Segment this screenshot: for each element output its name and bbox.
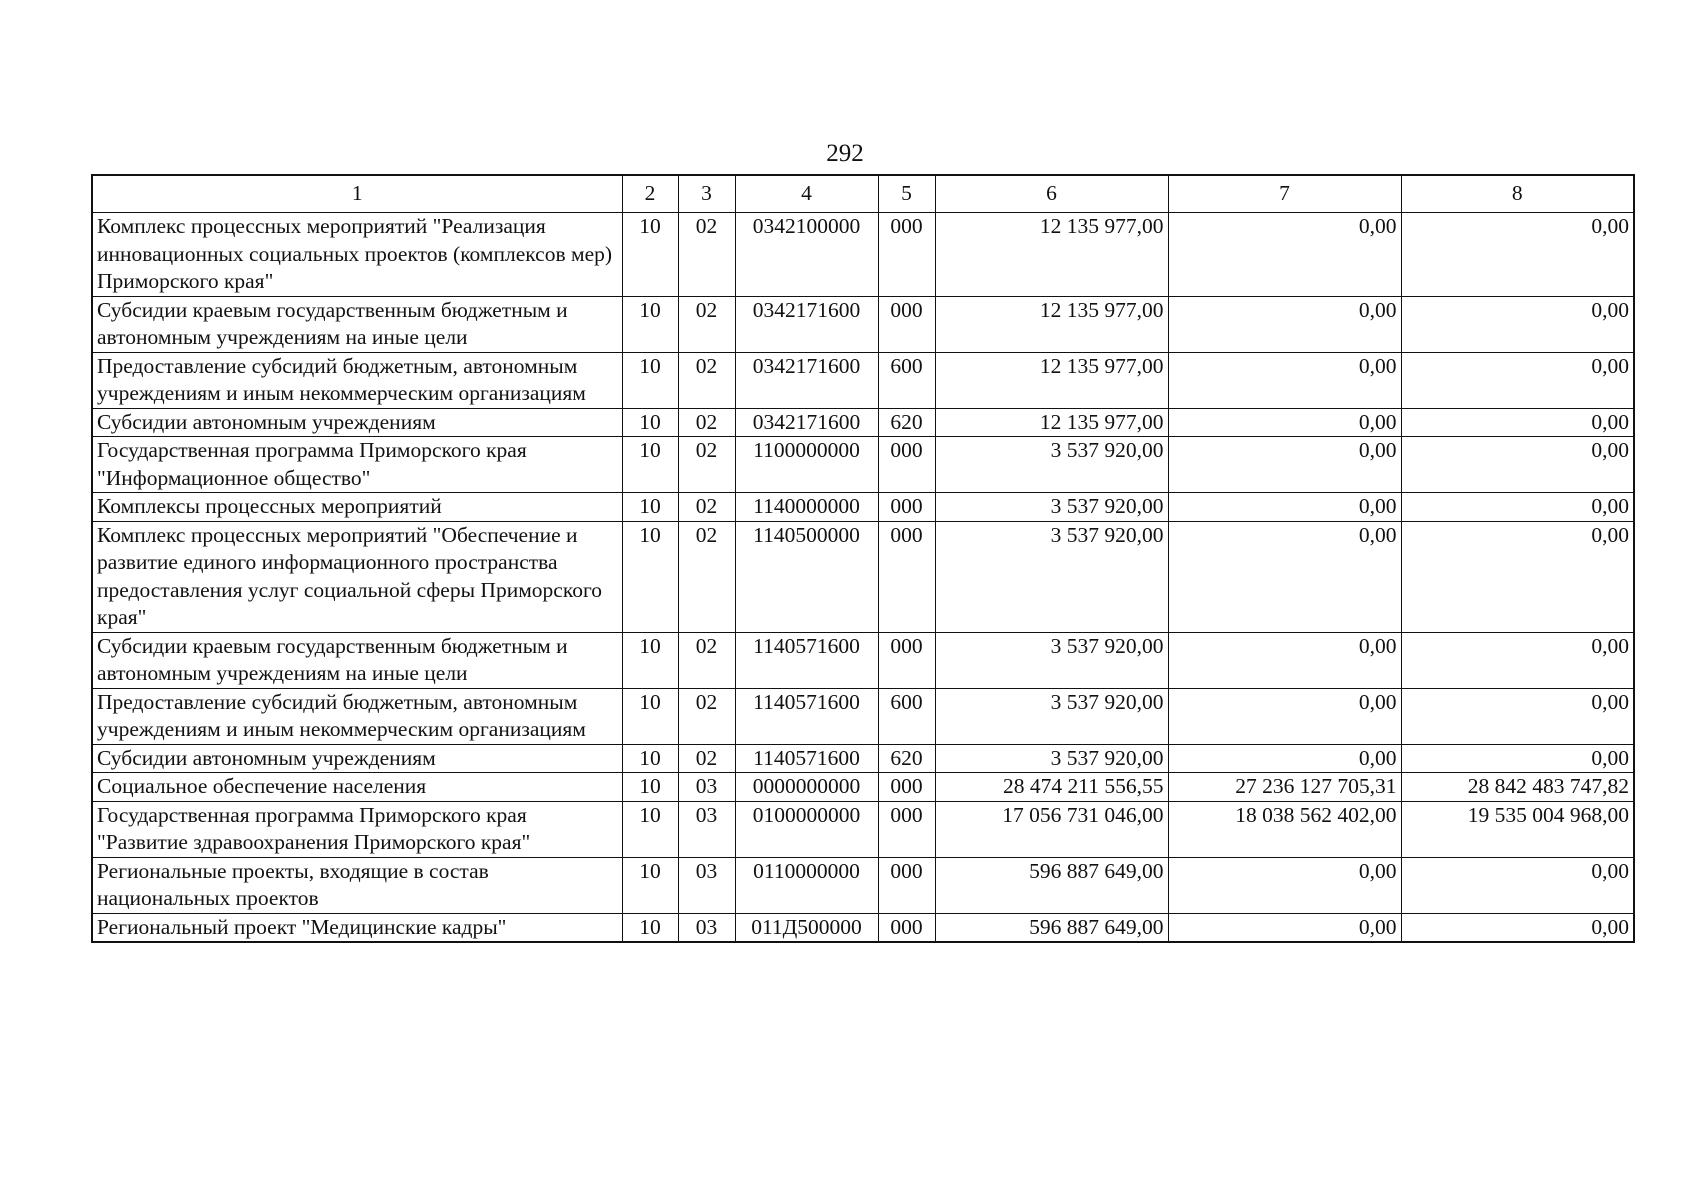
amount-col7-cell: 0,00 xyxy=(1168,688,1401,744)
table-row xyxy=(92,521,1634,632)
amount-col6-cell: 12 135 977,00 xyxy=(935,296,1168,352)
expense-type-cell: 000 xyxy=(878,296,935,352)
target-article-cell: 1140571600 xyxy=(735,744,878,773)
column-header: 1 xyxy=(92,175,622,213)
subsection-code-cell: 02 xyxy=(678,688,735,744)
column-header: 2 xyxy=(622,175,678,213)
column-header: 4 xyxy=(735,175,878,213)
amount-col7-cell: 18 038 562 402,00 xyxy=(1168,801,1401,857)
target-article-cell: 0342100000 xyxy=(735,213,878,297)
expense-type-cell: 000 xyxy=(878,913,935,942)
table-row xyxy=(92,352,1634,408)
subsection-code-cell: 03 xyxy=(678,801,735,857)
amount-col7-cell: 0,00 xyxy=(1168,352,1401,408)
section-code-cell: 10 xyxy=(622,857,678,913)
target-article-cell: 1140000000 xyxy=(735,493,878,522)
column-header: 3 xyxy=(678,175,735,213)
row-name-cell: Региональные проекты, входящие в состав национальных проектов xyxy=(92,857,622,913)
section-code-cell: 10 xyxy=(622,296,678,352)
amount-col7-cell: 0,00 xyxy=(1168,437,1401,493)
target-article-cell: 0342171600 xyxy=(735,352,878,408)
expense-type-cell: 000 xyxy=(878,857,935,913)
table-header-row xyxy=(92,175,1634,213)
table-row xyxy=(92,857,1634,913)
amount-col7-cell: 0,00 xyxy=(1168,493,1401,522)
expense-type-cell: 000 xyxy=(878,773,935,802)
amount-col8-cell: 0,00 xyxy=(1401,688,1634,744)
amount-col7-cell: 0,00 xyxy=(1168,744,1401,773)
amount-col6-cell: 12 135 977,00 xyxy=(935,213,1168,297)
section-code-cell: 10 xyxy=(622,352,678,408)
section-code-cell: 10 xyxy=(622,437,678,493)
table-row xyxy=(92,688,1634,744)
table-body xyxy=(92,213,1634,943)
target-article-cell: 1140571600 xyxy=(735,632,878,688)
column-header: 5 xyxy=(878,175,935,213)
row-name-cell: Комплекс процессных мероприятий "Обеспечение и развитие единого информационного пространства предоставления услуг социальной сферы Приморского края" xyxy=(92,521,622,632)
target-article-cell: 1140500000 xyxy=(735,521,878,632)
amount-col8-cell: 0,00 xyxy=(1401,521,1634,632)
subsection-code-cell: 02 xyxy=(678,408,735,437)
target-article-cell: 0110000000 xyxy=(735,857,878,913)
row-name-cell: Государственная программа Приморского края "Информационное общество" xyxy=(92,437,622,493)
target-article-cell: 0100000000 xyxy=(735,801,878,857)
expense-type-cell: 620 xyxy=(878,744,935,773)
target-article-cell: 0000000000 xyxy=(735,773,878,802)
amount-col8-cell: 0,00 xyxy=(1401,437,1634,493)
section-code-cell: 10 xyxy=(622,801,678,857)
table-row xyxy=(92,632,1634,688)
expense-type-cell: 000 xyxy=(878,801,935,857)
amount-col7-cell: 0,00 xyxy=(1168,521,1401,632)
table-row xyxy=(92,773,1634,802)
amount-col8-cell: 0,00 xyxy=(1401,632,1634,688)
table-row xyxy=(92,408,1634,437)
section-code-cell: 10 xyxy=(622,632,678,688)
table-row xyxy=(92,801,1634,857)
amount-col6-cell: 12 135 977,00 xyxy=(935,352,1168,408)
row-name-cell: Субсидии краевым государственным бюджетным и автономным учреждениям на иные цели xyxy=(92,632,622,688)
subsection-code-cell: 02 xyxy=(678,352,735,408)
amount-col7-cell: 0,00 xyxy=(1168,213,1401,297)
amount-col7-cell: 0,00 xyxy=(1168,857,1401,913)
amount-col8-cell: 28 842 483 747,82 xyxy=(1401,773,1634,802)
amount-col8-cell: 0,00 xyxy=(1401,913,1634,942)
amount-col7-cell: 0,00 xyxy=(1168,632,1401,688)
subsection-code-cell: 03 xyxy=(678,773,735,802)
amount-col6-cell: 3 537 920,00 xyxy=(935,744,1168,773)
subsection-code-cell: 02 xyxy=(678,296,735,352)
section-code-cell: 10 xyxy=(622,688,678,744)
table-row xyxy=(92,913,1634,942)
amount-col8-cell: 0,00 xyxy=(1401,213,1634,297)
section-code-cell: 10 xyxy=(622,408,678,437)
section-code-cell: 10 xyxy=(622,493,678,522)
expense-type-cell: 000 xyxy=(878,437,935,493)
amount-col6-cell: 3 537 920,00 xyxy=(935,688,1168,744)
expense-type-cell: 000 xyxy=(878,213,935,297)
amount-col6-cell: 12 135 977,00 xyxy=(935,408,1168,437)
amount-col7-cell: 0,00 xyxy=(1168,408,1401,437)
table-row xyxy=(92,296,1634,352)
amount-col6-cell: 3 537 920,00 xyxy=(935,632,1168,688)
amount-col6-cell: 3 537 920,00 xyxy=(935,493,1168,522)
subsection-code-cell: 03 xyxy=(678,913,735,942)
row-name-cell: Предоставление субсидий бюджетным, автономным учреждениям и иным некоммерческим организациям xyxy=(92,688,622,744)
section-code-cell: 10 xyxy=(622,213,678,297)
subsection-code-cell: 02 xyxy=(678,437,735,493)
row-name-cell: Государственная программа Приморского края "Развитие здравоохранения Приморского края" xyxy=(92,801,622,857)
section-code-cell: 10 xyxy=(622,773,678,802)
amount-col6-cell: 17 056 731 046,00 xyxy=(935,801,1168,857)
amount-col6-cell: 28 474 211 556,55 xyxy=(935,773,1168,802)
amount-col8-cell: 0,00 xyxy=(1401,408,1634,437)
column-header: 6 xyxy=(935,175,1168,213)
section-code-cell: 10 xyxy=(622,744,678,773)
amount-col8-cell: 0,00 xyxy=(1401,493,1634,522)
subsection-code-cell: 02 xyxy=(678,632,735,688)
expense-type-cell: 000 xyxy=(878,521,935,632)
amount-col8-cell: 0,00 xyxy=(1401,857,1634,913)
row-name-cell: Субсидии автономным учреждениям xyxy=(92,408,622,437)
amount-col8-cell: 0,00 xyxy=(1401,296,1634,352)
row-name-cell: Региональный проект "Медицинские кадры" xyxy=(92,913,622,942)
row-name-cell: Комплексы процессных мероприятий xyxy=(92,493,622,522)
subsection-code-cell: 02 xyxy=(678,493,735,522)
column-header: 8 xyxy=(1401,175,1634,213)
row-name-cell: Субсидии автономным учреждениям xyxy=(92,744,622,773)
budget-table xyxy=(91,174,1635,943)
table-row xyxy=(92,493,1634,522)
target-article-cell: 0342171600 xyxy=(735,408,878,437)
amount-col6-cell: 596 887 649,00 xyxy=(935,913,1168,942)
page-number: 292 xyxy=(826,140,864,167)
section-code-cell: 10 xyxy=(622,521,678,632)
target-article-cell: 1100000000 xyxy=(735,437,878,493)
column-header: 7 xyxy=(1168,175,1401,213)
amount-col7-cell: 27 236 127 705,31 xyxy=(1168,773,1401,802)
table-row xyxy=(92,744,1634,773)
amount-col6-cell: 3 537 920,00 xyxy=(935,521,1168,632)
amount-col6-cell: 596 887 649,00 xyxy=(935,857,1168,913)
row-name-cell: Предоставление субсидий бюджетным, автономным учреждениям и иным некоммерческим организациям xyxy=(92,352,622,408)
row-name-cell: Комплекс процессных мероприятий "Реализация инновационных социальных проектов (комплексов мер) Приморского края" xyxy=(92,213,622,297)
amount-col7-cell: 0,00 xyxy=(1168,296,1401,352)
expense-type-cell: 000 xyxy=(878,632,935,688)
target-article-cell: 0342171600 xyxy=(735,296,878,352)
target-article-cell: 1140571600 xyxy=(735,688,878,744)
expense-type-cell: 600 xyxy=(878,352,935,408)
section-code-cell: 10 xyxy=(622,913,678,942)
amount-col8-cell: 0,00 xyxy=(1401,744,1634,773)
row-name-cell: Социальное обеспечение населения xyxy=(92,773,622,802)
subsection-code-cell: 02 xyxy=(678,521,735,632)
amount-col8-cell: 0,00 xyxy=(1401,352,1634,408)
table-row xyxy=(92,213,1634,297)
subsection-code-cell: 02 xyxy=(678,213,735,297)
amount-col8-cell: 19 535 004 968,00 xyxy=(1401,801,1634,857)
table-row xyxy=(92,437,1634,493)
amount-col7-cell: 0,00 xyxy=(1168,913,1401,942)
row-name-cell: Субсидии краевым государственным бюджетным и автономным учреждениям на иные цели xyxy=(92,296,622,352)
expense-type-cell: 620 xyxy=(878,408,935,437)
target-article-cell: 011Д500000 xyxy=(735,913,878,942)
expense-type-cell: 600 xyxy=(878,688,935,744)
subsection-code-cell: 02 xyxy=(678,744,735,773)
subsection-code-cell: 03 xyxy=(678,857,735,913)
amount-col6-cell: 3 537 920,00 xyxy=(935,437,1168,493)
expense-type-cell: 000 xyxy=(878,493,935,522)
